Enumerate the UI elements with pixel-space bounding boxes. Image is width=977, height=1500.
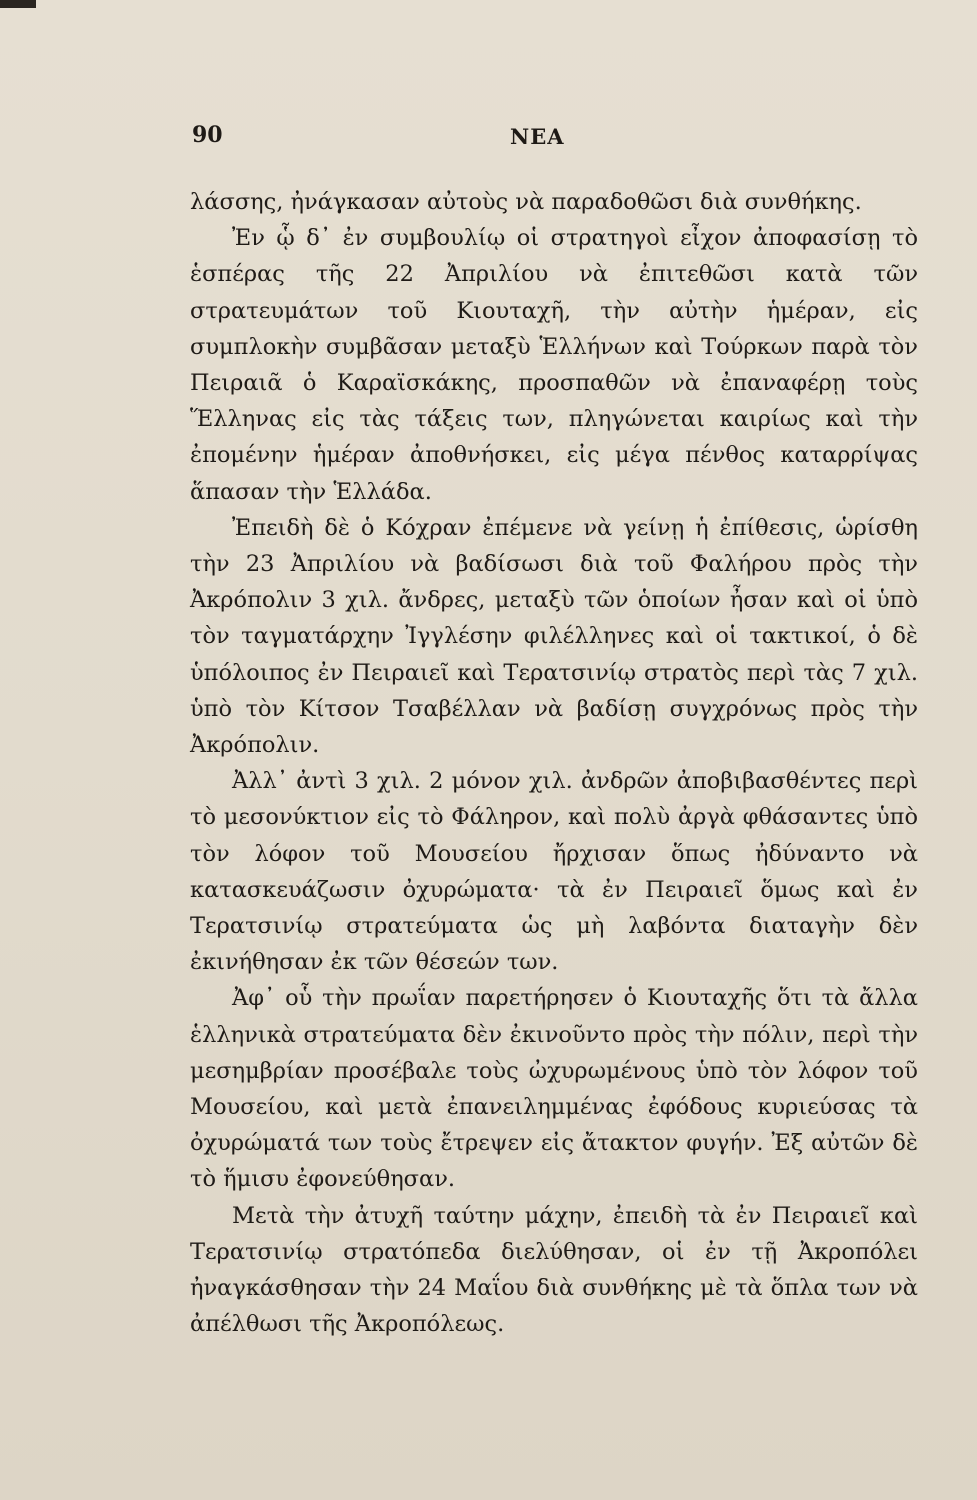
paragraph: Μετὰ τὴν ἀτυχῆ ταύτην μάχην, ἐπειδὴ τὰ ἐν Πειραιεῖ καὶ Τερατσινίῳ στρατόπεδα διελύθησαν, οἱ ἐν τῇ Ἀκροπόλει ἠναγκάσθησαν τὴν 24 Μαΐου διὰ συνθήκης μὲ τὰ ὅπλα των νὰ ἀπέλθωσι τῆς Ἀκροπόλεως. <box>190 1202 918 1338</box>
running-head <box>192 118 912 154</box>
paragraph: Ἀλλ᾽ ἀντὶ 3 χιλ. 2 μόνον χιλ. ἀνδρῶν ἀποβιβασθέντες περὶ τὸ μεσονύκτιον εἰς τὸ Φάληρον, καὶ πολὺ ἀργὰ φθάσαντες ὑπὸ τὸν λόφον τοῦ Μουσείου ἤρχισαν ὅπως ἠδύναντο νὰ κατασκευάζωσιν ὀχυρώματα· τὰ ἐν Πειραιεῖ ὅμως καὶ ἐν Τερατσινίῳ στρατεύματα ὡς μὴ λαβόντα διαταγὴν δὲν ἐκινήθησαν ἐκ τῶν θέσεών των. <box>190 768 918 976</box>
running-title: ΝΕΑ <box>510 124 565 149</box>
body-text <box>190 184 918 1343</box>
scan-corner-mark <box>0 0 36 8</box>
paragraph: Ἐν ᾧ δ᾽ ἐν συμβουλίῳ οἱ στρατηγοὶ εἶχον ἀποφασίσῃ τὸ ἑσπέρας τῆς 22 Ἀπριλίου νὰ ἐπιτεθῶσι κατὰ τῶν στρατευμάτων τοῦ Κιουταχῆ, τὴν αὐτὴν ἡμέραν, εἰς συμπλοκὴν συμβᾶσαν μεταξὺ Ἑλλήνων καὶ Τούρκων παρὰ τὸν Πειραιᾶ ὁ Καραϊσκάκης, προσπαθῶν νὰ ἐπαναφέρῃ τοὺς Ἕλληνας εἰς τὰς τάξεις των, πληγώνεται καιρίως καὶ τὴν ἐπομένην ἡμέραν ἀποθνήσκει, εἰς μέγα πένθος καταρρίψας ἅπασαν τὴν Ἑλλάδα. <box>190 225 918 505</box>
paragraph: Ἀφ᾽ οὗ τὴν πρωΐαν παρετήρησεν ὁ Κιουταχῆς ὅτι τὰ ἄλλα ἑλληνικὰ στρατεύματα δὲν ἐκινοῦντο πρὸς τὴν πόλιν, περὶ τὴν μεσημβρίαν προσέβαλε τοὺς ὠχυρωμένους ὑπὸ τὸν λόφον τοῦ Μουσείου, καὶ μετὰ ἐπανειλημμένας ἐφόδους κυριεύσας τὰ ὀχυρώματά των τοὺς ἔτρεψεν εἰς ἄτακτον φυγήν. Ἐξ αὐτῶν δὲ τὸ ἥμισυ ἐφονεύθησαν. <box>190 985 918 1193</box>
paragraph: λάσσης, ἠνάγκασαν αὐτοὺς νὰ παραδοθῶσι διὰ συνθήκης. <box>190 189 862 215</box>
page-number: 90 <box>192 122 223 148</box>
paragraph: Ἐπειδὴ δὲ ὁ Κόχραν ἐπέμενε νὰ γείνῃ ἡ ἐπίθεσις, ὡρίσθη τὴν 23 Ἀπριλίου νὰ βαδίσωσι διὰ τοῦ Φαλήρου πρὸς τὴν Ἀκρόπολιν 3 χιλ. ἄνδρες, μεταξὺ τῶν ὁποίων ἦσαν καὶ οἱ ὑπὸ τὸν ταγματάρχην Ἰγγλέσην φιλέλληνες καὶ οἱ τακτικοί, ὁ δὲ ὑπόλοιπος ἐν Πειραιεῖ καὶ Τερατσινίῳ στρατὸς περὶ τὰς 7 χιλ. ὑπὸ τὸν Κίτσον Τσαβέλλαν νὰ βαδίσῃ συγχρόνως πρὸς τὴν Ἀκρόπολιν. <box>190 514 918 759</box>
